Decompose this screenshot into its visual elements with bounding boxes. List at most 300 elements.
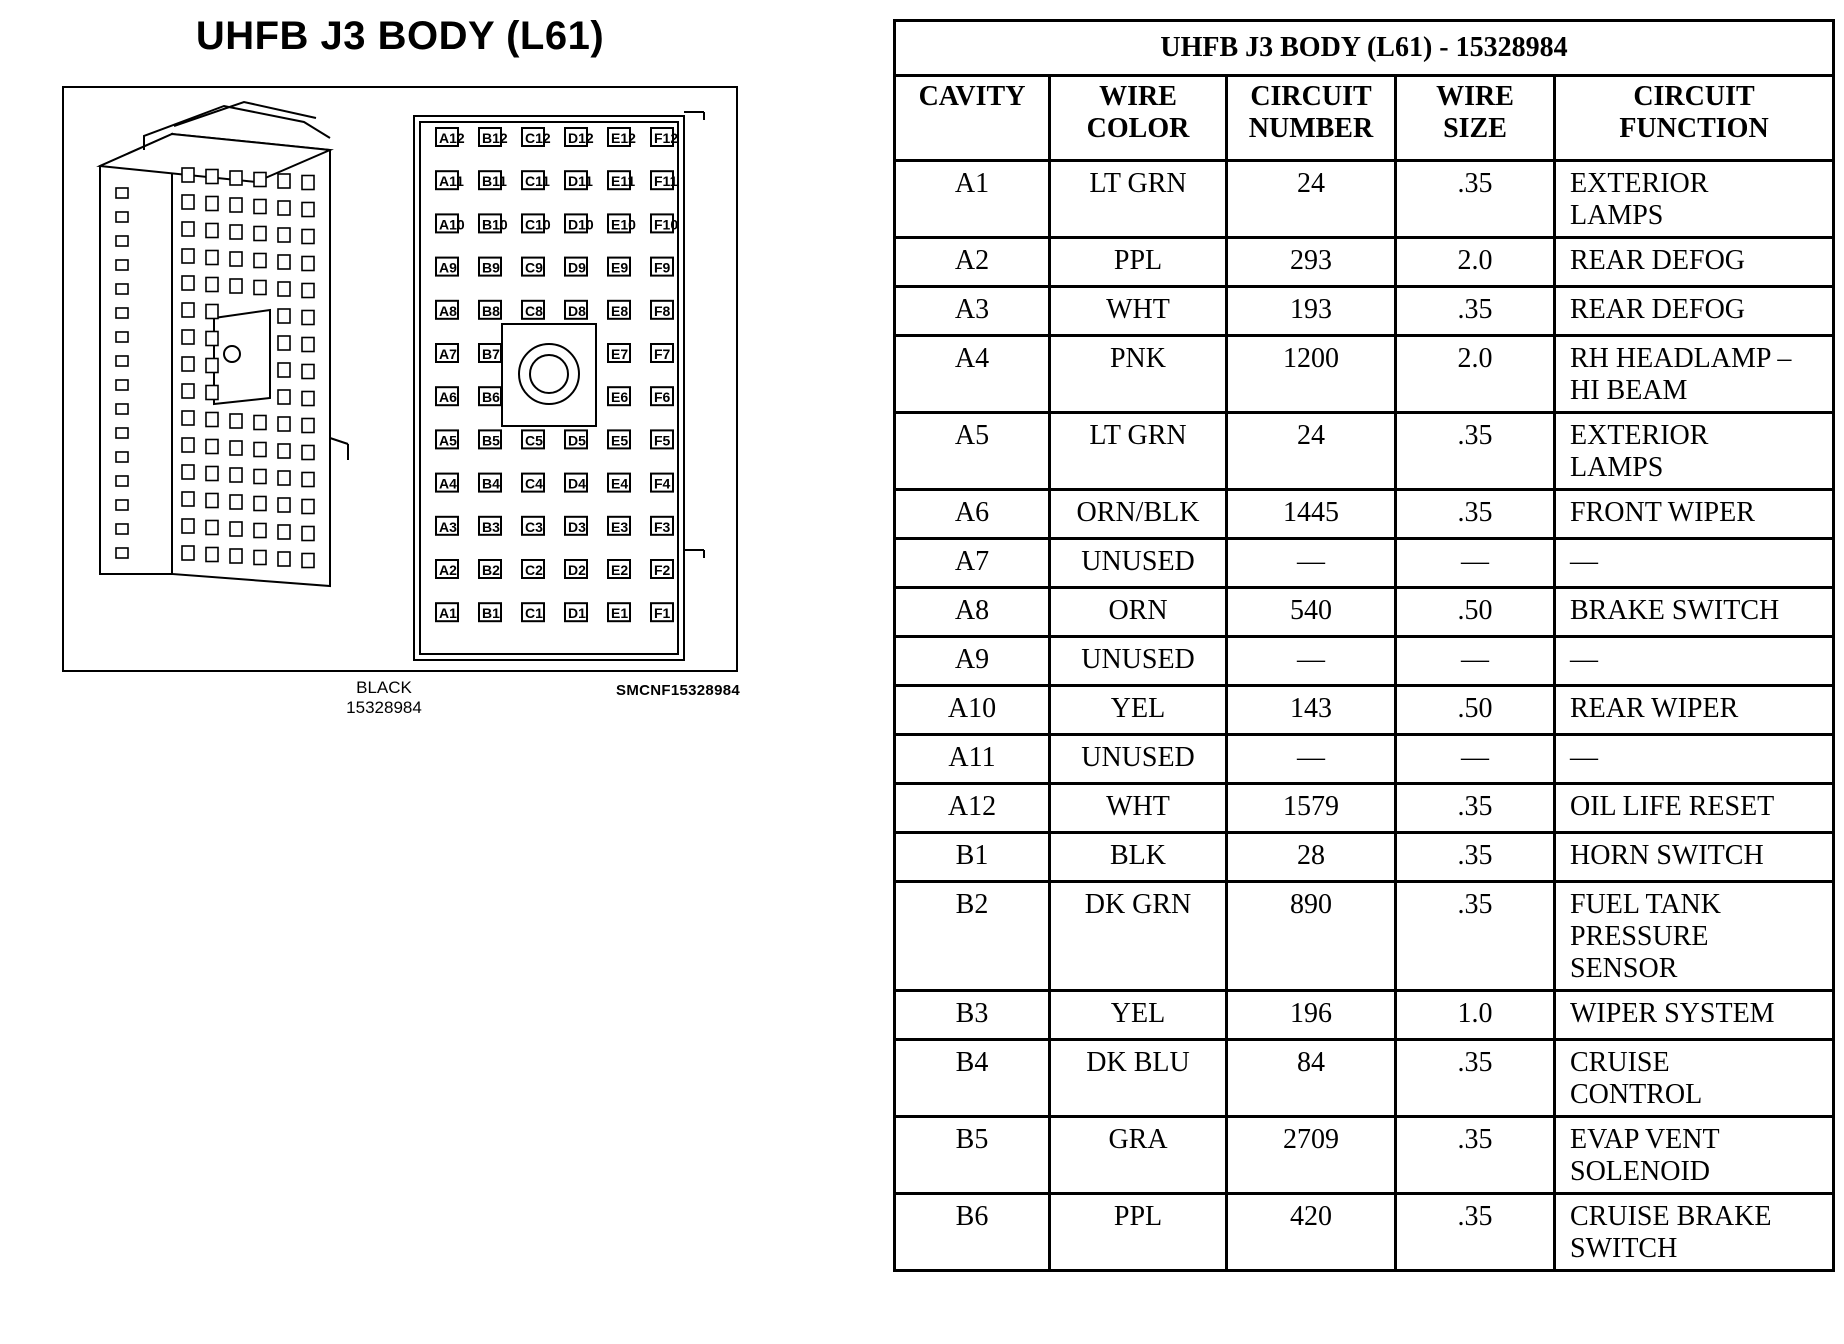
connector-pin-label: C4 — [525, 475, 543, 492]
isometric-cavity — [254, 227, 266, 241]
isometric-cavity — [182, 411, 194, 425]
connector-pin — [608, 474, 630, 492]
cell-wire-color: UNUSED — [1050, 539, 1227, 588]
connector-pin-label: F5 — [654, 432, 671, 449]
isometric-cavity — [278, 336, 290, 350]
cell-wire-size: .35 — [1396, 287, 1555, 336]
circuit-function-line: RH HEADLAMP – — [1570, 343, 1792, 374]
cell-cavity: B1 — [895, 833, 1050, 882]
isometric-cavity — [206, 332, 218, 346]
isometric-cavity — [254, 443, 266, 457]
isometric-cavity — [254, 497, 266, 511]
circuit-function-line: WIPER SYSTEM — [1570, 998, 1775, 1029]
cell-wire-size: .35 — [1396, 1194, 1555, 1271]
connector-pin — [608, 560, 630, 578]
isometric-cavity — [182, 357, 194, 371]
header-wire-color — [1050, 76, 1227, 161]
circuit-function-line: CRUISE — [1570, 1047, 1670, 1078]
circuit-function-line: FRONT WIPER — [1570, 497, 1755, 528]
isometric-cavity — [182, 195, 194, 209]
connector-pin — [436, 301, 458, 319]
connector-pin — [522, 560, 544, 578]
table-row — [895, 238, 1834, 287]
isometric-side-latch — [116, 476, 128, 486]
table-body — [895, 161, 1834, 1271]
cell-cavity: B2 — [895, 882, 1050, 991]
isometric-cavity — [230, 522, 242, 536]
isometric-cavity — [254, 524, 266, 538]
header-circuit-function-line: CIRCUIT — [1633, 81, 1755, 112]
isometric-side-latch — [116, 500, 128, 510]
connector-pin-label: F7 — [654, 346, 671, 362]
cell-cavity: A6 — [895, 490, 1050, 539]
isometric-cavity — [182, 249, 194, 263]
connector-pin-label: C10 — [525, 216, 551, 233]
cell-wire-color: UNUSED — [1050, 735, 1227, 784]
connector-pin-label: C1 — [525, 605, 543, 622]
connector-pin-label: A1 — [439, 605, 457, 622]
connector-pin — [565, 258, 587, 276]
cell-circuit-number: 293 — [1227, 238, 1396, 287]
isometric-cavity — [278, 174, 290, 188]
connector-pin-label: F4 — [654, 475, 671, 492]
header-wire-size-line: SIZE — [1443, 113, 1507, 144]
cell-circuit-number: 24 — [1227, 161, 1396, 238]
cell-cavity: A9 — [895, 637, 1050, 686]
isometric-cavity — [254, 254, 266, 268]
connector-pin-label: D5 — [568, 432, 586, 449]
connector-pin-label: B6 — [482, 389, 500, 406]
isometric-cavity — [302, 446, 314, 460]
isometric-cavity — [206, 467, 218, 481]
connector-pin-label: B9 — [482, 259, 500, 276]
cell-circuit-number: 420 — [1227, 1194, 1396, 1271]
connector-pin-label: F11 — [654, 173, 678, 190]
isometric-cavity — [206, 251, 218, 265]
cell-circuit-number: 24 — [1227, 413, 1396, 490]
isometric-cavity — [230, 414, 242, 428]
connector-pin — [436, 387, 458, 405]
table-row — [895, 784, 1834, 833]
isometric-cavity — [302, 527, 314, 541]
isometric-side-latch — [116, 188, 128, 198]
cell-wire-color: YEL — [1050, 991, 1227, 1040]
connector-pin — [651, 214, 678, 232]
isometric-cavity — [278, 390, 290, 404]
isometric-cavity — [206, 359, 218, 373]
header-wire-size-line: WIRE — [1436, 81, 1514, 112]
cell-wire-size: .35 — [1396, 1117, 1555, 1194]
cell-wire-size: 2.0 — [1396, 238, 1555, 287]
connector-pin-label: A4 — [439, 475, 457, 492]
cell-circuit-function — [1555, 539, 1834, 588]
cell-cavity: B6 — [895, 1194, 1050, 1271]
connector-pin — [651, 344, 673, 362]
connector-pin-label: B12 — [482, 130, 508, 146]
connector-pin-label: A3 — [439, 518, 457, 535]
isometric-cavity — [278, 228, 290, 242]
cell-circuit-number: 193 — [1227, 287, 1396, 336]
connector-pin — [479, 430, 501, 448]
connector-pin-label: E8 — [611, 302, 629, 319]
isometric-cavity — [230, 198, 242, 212]
isometric-cavity — [182, 438, 194, 452]
connector-pin — [436, 171, 464, 189]
circuit-function-line: EXTERIOR — [1570, 420, 1709, 451]
circuit-function-line: REAR DEFOG — [1570, 294, 1746, 325]
connector-pin — [651, 171, 678, 189]
connector-pin-label: F2 — [654, 562, 671, 578]
cell-wire-size: .35 — [1396, 882, 1555, 991]
cell-wire-size: 1.0 — [1396, 991, 1555, 1040]
cell-wire-size: .35 — [1396, 784, 1555, 833]
connector-pin-label: E2 — [611, 562, 629, 578]
connector-pin — [651, 301, 673, 319]
header-circuit-number-line: NUMBER — [1248, 113, 1374, 144]
circuit-function-line: EXTERIOR — [1570, 168, 1709, 199]
cell-cavity: B3 — [895, 991, 1050, 1040]
connector-pin — [608, 517, 630, 535]
isometric-side-latch — [116, 236, 128, 246]
cell-wire-size: .35 — [1396, 490, 1555, 539]
isometric-cavity — [302, 554, 314, 568]
cell-cavity: A4 — [895, 336, 1050, 413]
isometric-cavity — [278, 552, 290, 566]
circuit-function-line: CONTROL — [1570, 1079, 1703, 1110]
figure-code: SMCNF15328984 — [616, 682, 740, 699]
isometric-side-latch — [116, 548, 128, 558]
isometric-side-latch — [116, 212, 128, 222]
cell-circuit-number: 84 — [1227, 1040, 1396, 1117]
isometric-cavity — [302, 392, 314, 406]
circuit-function-line: SWITCH — [1570, 1233, 1678, 1264]
isometric-cavity — [206, 278, 218, 292]
connector-color: BLACK — [356, 678, 412, 697]
cell-cavity: A7 — [895, 539, 1050, 588]
isometric-cavity — [182, 276, 194, 290]
connector-pin-label: E5 — [611, 432, 629, 449]
connector-pin — [479, 560, 501, 578]
isometric-cavity — [302, 284, 314, 298]
connector-pin-label: C5 — [525, 432, 543, 449]
circuit-function-line: CRUISE BRAKE — [1570, 1201, 1772, 1232]
circuit-function-line: LAMPS — [1570, 200, 1664, 231]
connector-pin-label: F12 — [654, 130, 679, 146]
cell-cavity: A5 — [895, 413, 1050, 490]
connector-pin — [565, 430, 587, 448]
cell-cavity: B4 — [895, 1040, 1050, 1117]
cell-circuit-function — [1555, 784, 1834, 833]
connector-pin — [651, 387, 673, 405]
cell-circuit-function — [1555, 1194, 1834, 1271]
connector-pin — [479, 258, 501, 276]
table-row — [895, 161, 1834, 238]
isometric-cavity — [230, 225, 242, 239]
cell-wire-color: DK GRN — [1050, 882, 1227, 991]
cell-circuit-number: — — [1227, 539, 1396, 588]
connector-pin-label: A7 — [439, 346, 457, 362]
cell-circuit-number: — — [1227, 637, 1396, 686]
table-row — [895, 991, 1834, 1040]
cell-wire-size: .35 — [1396, 413, 1555, 490]
isometric-side-latch — [116, 452, 128, 462]
cell-wire-size: 2.0 — [1396, 336, 1555, 413]
isometric-cavity — [278, 309, 290, 323]
connector-pin-label: D2 — [568, 562, 586, 578]
cell-wire-color: LT GRN — [1050, 413, 1227, 490]
header-circuit-number — [1227, 76, 1396, 161]
isometric-cavity — [254, 416, 266, 430]
cell-wire-color: WHT — [1050, 784, 1227, 833]
isometric-cavity — [302, 257, 314, 271]
connector-pin-label: A9 — [439, 259, 457, 276]
cell-circuit-function — [1555, 882, 1834, 991]
cell-wire-color: PNK — [1050, 336, 1227, 413]
isometric-cavity — [254, 470, 266, 484]
connector-pin-label: B8 — [482, 302, 500, 319]
connector-pin-label: E6 — [611, 389, 629, 406]
connector-pin — [565, 517, 587, 535]
circuit-function-line: HORN SWITCH — [1570, 840, 1764, 871]
connector-pin-label: F6 — [654, 389, 671, 406]
connector-pin — [608, 387, 630, 405]
connector-pin-label: D9 — [568, 259, 586, 276]
isometric-cavity — [230, 468, 242, 482]
connector-pin — [479, 128, 508, 146]
connector-pin-label: A10 — [439, 216, 465, 233]
connector-pin-label: D8 — [568, 302, 586, 319]
isometric-cavity — [302, 338, 314, 352]
connector-pin — [608, 214, 636, 232]
connector-pin — [522, 517, 544, 535]
connector-drawing — [64, 88, 736, 670]
table-row — [895, 588, 1834, 637]
isometric-cavity — [278, 417, 290, 431]
connector-pin — [479, 344, 501, 362]
isometric-cavity — [206, 197, 218, 211]
cell-circuit-function — [1555, 413, 1834, 490]
table-row — [895, 287, 1834, 336]
cell-wire-color: UNUSED — [1050, 637, 1227, 686]
isometric-cavity — [278, 498, 290, 512]
connector-pin — [479, 171, 507, 189]
connector-pin — [651, 430, 673, 448]
cell-cavity: A3 — [895, 287, 1050, 336]
connector-pin-label: E7 — [611, 346, 629, 362]
isometric-cavity — [206, 521, 218, 535]
header-circuit-function-line: FUNCTION — [1619, 113, 1769, 144]
circuit-function-line: FUEL TANK — [1570, 889, 1721, 920]
table-row — [895, 1040, 1834, 1117]
connector-pin-label: B3 — [482, 518, 500, 535]
connector-pin-label: B7 — [482, 346, 500, 362]
table-row — [895, 735, 1834, 784]
connector-pin-label: D4 — [568, 475, 586, 492]
cell-cavity: A12 — [895, 784, 1050, 833]
isometric-cavity — [230, 441, 242, 455]
isometric-cavity — [278, 201, 290, 215]
isometric-cavity — [254, 551, 266, 565]
cell-circuit-function — [1555, 735, 1834, 784]
connector-pin — [608, 344, 630, 362]
cell-circuit-function — [1555, 1040, 1834, 1117]
isometric-side-latch — [116, 260, 128, 270]
isometric-cavity — [182, 168, 194, 182]
figure-title: UHFB J3 BODY (L61) — [195, 14, 605, 58]
circuit-function-line: HI BEAM — [1570, 375, 1688, 406]
connector-pin-label: D12 — [568, 130, 594, 146]
isometric-cavity — [278, 255, 290, 269]
cell-circuit-number: 1579 — [1227, 784, 1396, 833]
connector-pin-label: C12 — [525, 130, 551, 146]
table-row — [895, 336, 1834, 413]
connector-pin-label: E11 — [611, 173, 636, 190]
isometric-cavity — [206, 386, 218, 400]
connector-pin — [565, 214, 594, 232]
connector-pin-label: C2 — [525, 562, 543, 578]
cell-circuit-function — [1555, 991, 1834, 1040]
table-row — [895, 539, 1834, 588]
isometric-side-latch — [116, 404, 128, 414]
connector-pin — [522, 474, 544, 492]
table-row — [895, 490, 1834, 539]
connector-pin-label: E1 — [611, 605, 629, 622]
cell-circuit-number: 2709 — [1227, 1117, 1396, 1194]
connector-pin — [436, 560, 458, 578]
cell-cavity: A1 — [895, 161, 1050, 238]
connector-pin — [522, 214, 551, 232]
cell-wire-size: .50 — [1396, 686, 1555, 735]
cell-wire-size: .35 — [1396, 1040, 1555, 1117]
connector-pin — [565, 171, 593, 189]
cell-circuit-function — [1555, 336, 1834, 413]
connector-pin — [565, 128, 594, 146]
header-wire-size — [1396, 76, 1555, 161]
connector-pin-label: D10 — [568, 216, 594, 233]
connector-pin — [565, 474, 587, 492]
connector-label — [314, 678, 454, 718]
cell-cavity: A2 — [895, 238, 1050, 287]
cell-wire-color: YEL — [1050, 686, 1227, 735]
isometric-cavity — [206, 440, 218, 454]
circuit-function-line: REAR WIPER — [1570, 693, 1739, 724]
table-row — [895, 882, 1834, 991]
connector-pin — [522, 301, 544, 319]
connector-pin — [565, 301, 587, 319]
cell-wire-size: .50 — [1396, 588, 1555, 637]
isometric-cavity — [182, 465, 194, 479]
isometric-cavity — [182, 519, 194, 533]
cell-circuit-number: 143 — [1227, 686, 1396, 735]
table-row — [895, 1194, 1834, 1271]
connector-pin-label: A2 — [439, 562, 457, 578]
circuit-function-line: PRESSURE — [1570, 921, 1709, 952]
connector-pin-label: A12 — [439, 130, 465, 146]
connector-pin-label: F8 — [654, 302, 671, 319]
cell-wire-size: — — [1396, 539, 1555, 588]
isometric-cavity — [206, 494, 218, 508]
table-row — [895, 637, 1834, 686]
connector-pin — [436, 430, 458, 448]
isometric-cavity — [182, 330, 194, 344]
connector-pin-label: B4 — [482, 475, 500, 492]
isometric-cavity — [182, 546, 194, 560]
isometric-cavity — [230, 252, 242, 266]
connector-pin — [608, 258, 630, 276]
connector-pin — [436, 214, 465, 232]
cell-wire-color: LT GRN — [1050, 161, 1227, 238]
isometric-cavity — [302, 230, 314, 244]
header-circuit-function — [1555, 76, 1834, 161]
isometric-cavity — [278, 525, 290, 539]
cell-circuit-function — [1555, 161, 1834, 238]
cell-circuit-number: 1445 — [1227, 490, 1396, 539]
isometric-cavity — [302, 473, 314, 487]
table-row — [895, 413, 1834, 490]
circuit-function-line: — — [1570, 742, 1598, 773]
isometric-side-latch — [116, 284, 128, 294]
connector-pin — [436, 474, 458, 492]
circuit-function-line: SENSOR — [1570, 953, 1678, 984]
connector-pin-label: C3 — [525, 518, 543, 535]
connector-pin-label: A5 — [439, 432, 457, 449]
cell-circuit-number: 196 — [1227, 991, 1396, 1040]
circuit-function-line: — — [1570, 644, 1598, 675]
isometric-cavity — [302, 311, 314, 325]
cell-circuit-function — [1555, 833, 1834, 882]
header-wire-color-line: COLOR — [1086, 113, 1190, 144]
connector-pin — [608, 171, 635, 189]
table-row — [895, 1117, 1834, 1194]
cell-wire-size: .35 — [1396, 161, 1555, 238]
isometric-cavity — [230, 279, 242, 293]
table-header-row — [895, 76, 1834, 161]
isometric-cavity — [206, 224, 218, 238]
header-wire-color-line: WIRE — [1099, 81, 1177, 112]
connector-pin — [436, 258, 458, 276]
connector-pin-label: E9 — [611, 259, 629, 276]
connector-pin — [479, 387, 501, 405]
circuit-function-line: LAMPS — [1570, 452, 1664, 483]
isometric-cavity — [278, 471, 290, 485]
circuit-function-line: REAR DEFOG — [1570, 245, 1746, 276]
cell-circuit-number: 28 — [1227, 833, 1396, 882]
connector-pin — [651, 560, 673, 578]
table-title: UHFB J3 BODY (L61) - 15328984 — [895, 21, 1834, 76]
isometric-cavity — [206, 170, 218, 184]
isometric-cavity — [230, 549, 242, 563]
cell-cavity: B5 — [895, 1117, 1050, 1194]
cell-wire-color: PPL — [1050, 238, 1227, 287]
cell-cavity: A10 — [895, 686, 1050, 735]
isometric-cavity — [254, 281, 266, 295]
cell-wire-color: ORN/BLK — [1050, 490, 1227, 539]
connector-pin — [522, 128, 551, 146]
connector-pin — [608, 128, 636, 146]
connector-pin — [565, 603, 587, 621]
cell-wire-color: ORN — [1050, 588, 1227, 637]
connector-pin-label: F3 — [654, 518, 671, 535]
connector-pin — [651, 128, 678, 146]
connector-pin-label: F1 — [654, 605, 671, 622]
isometric-cavity — [302, 365, 314, 379]
cell-wire-color: DK BLU — [1050, 1040, 1227, 1117]
connector-pin — [479, 603, 501, 621]
connector-pin-label: C9 — [525, 259, 543, 276]
connector-part-number: 15328984 — [346, 698, 422, 717]
circuit-function-line: SOLENOID — [1570, 1156, 1710, 1187]
cell-circuit-number: 1200 — [1227, 336, 1396, 413]
